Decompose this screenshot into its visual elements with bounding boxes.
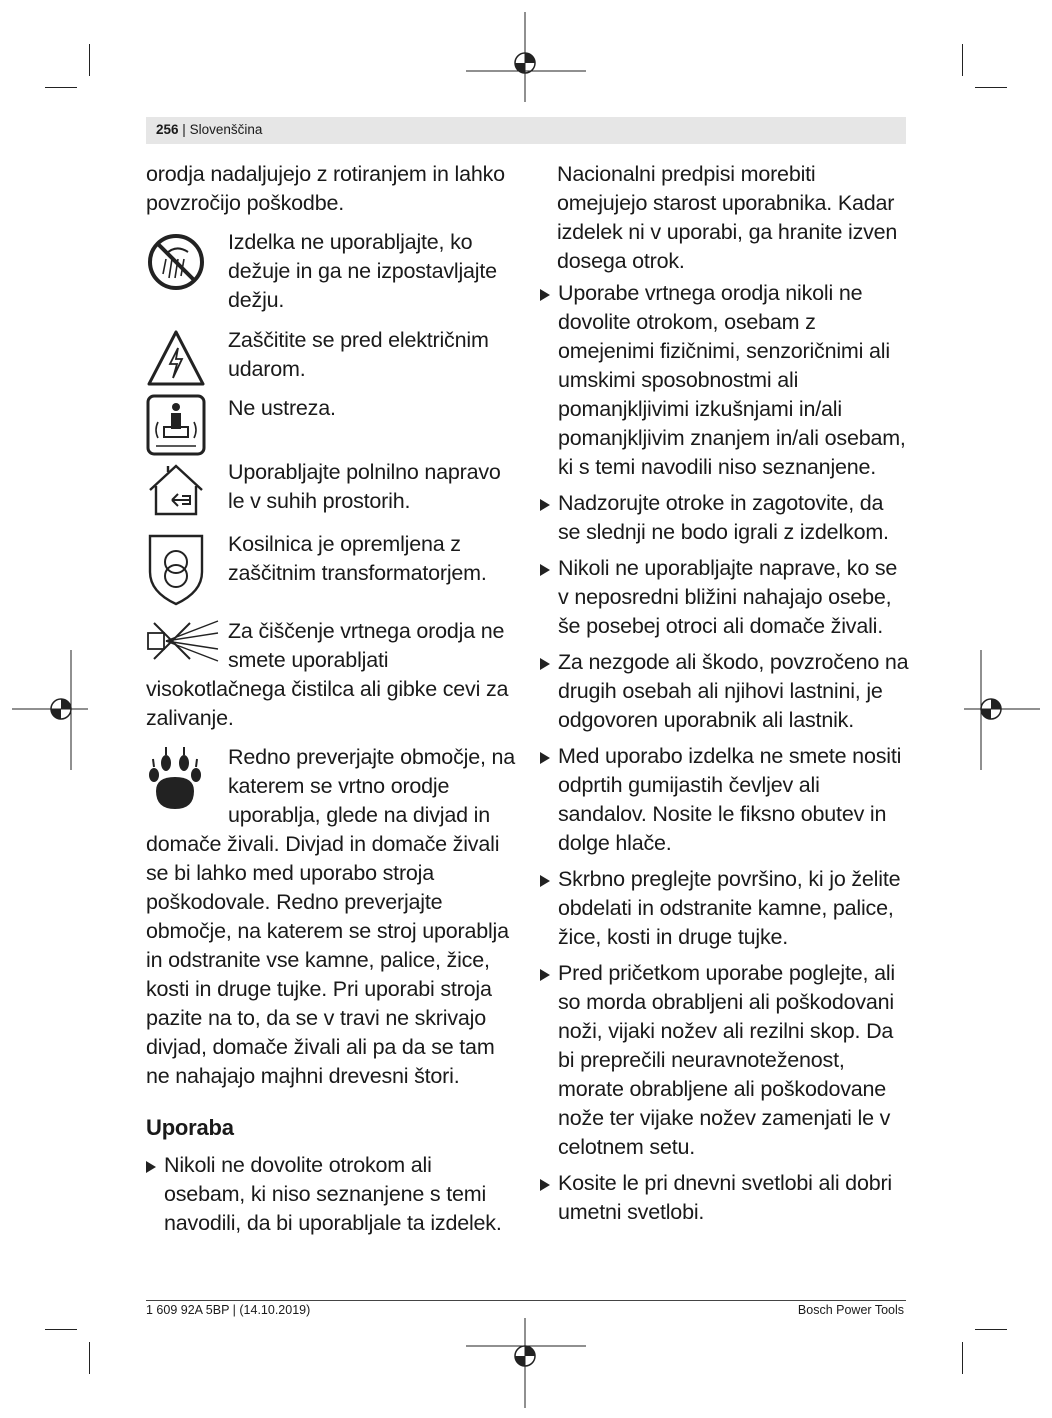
- bullet-triangle-icon: [540, 875, 550, 887]
- list-item: [540, 489, 910, 547]
- bullet-triangle-icon: [540, 499, 550, 511]
- list-item: [540, 959, 910, 1162]
- electric-shock-warning-icon: [146, 328, 206, 388]
- list-item-text: Skrbno preglejte površino, ki jo želite obdelati in odstranite kamne, palice, žice, kosti in druge tujke.: [558, 867, 901, 949]
- page-header: [146, 117, 906, 144]
- registration-mark-icon: [964, 650, 1040, 770]
- not-suitable-icon: [146, 394, 206, 456]
- symbol-text: Ne ustreza.: [228, 396, 336, 420]
- list-item-text: Med uporabo izdelka ne smete nositi odprtih gumijastih čevljev ali sandalov. Nosite le fiksno obutev in dolge hlače.: [558, 744, 902, 855]
- symbol-text-continued: visokotlačnega čistilca ali gibke cevi za zalivanje.: [146, 677, 509, 730]
- indoor-charger-icon: [146, 462, 206, 518]
- symbol-row: [146, 743, 516, 830]
- list-item: [540, 648, 910, 735]
- list-item: [540, 742, 910, 858]
- bullet-triangle-icon: [540, 969, 550, 981]
- bullet-triangle-icon: [540, 564, 550, 576]
- symbol-text: Uporabljajte polnilno napravo le v suhih prostorih.: [228, 460, 501, 513]
- no-rain-icon: [146, 232, 206, 292]
- list-item-text: Uporabe vrtnega orodja nikoli ne dovolite otrokom, osebam z omejenimi fizičnimi, senzoričnimi ali umskimi sposobnostmi ali pomanjkljivimi izkušnjami in/ali pomanjkljivim znanjem in/ali osebam, ki s temi navodili niso seznanjene.: [558, 281, 906, 479]
- registration-mark-icon: [466, 1318, 586, 1408]
- list-item-text: Pred pričetkom uporabe poglejte, ali so morda obrabljeni ali poškodovani noži, vijaki nožev ali rezilni skop. Da bi preprečili neuravnoteženost, morate obrabljene ali poškodovane nože ter vijake nožev zamenjati le v celotnem setu.: [558, 961, 895, 1159]
- symbol-text: Zaščitite se pred električnim udarom.: [228, 328, 489, 381]
- list-item: [540, 865, 910, 952]
- footer-rule: [146, 1300, 906, 1301]
- registration-mark-icon: [12, 650, 88, 770]
- list-item-text: Za nezgode ali škodo, povzročeno na drugih osebah ali njihovi lastnini, je odgovoren uporabnik ali lastnik.: [558, 650, 909, 732]
- bullet-triangle-icon: [540, 658, 550, 670]
- registration-mark-icon: [466, 12, 586, 102]
- page-number: 256: [156, 122, 179, 137]
- symbol-text: Kosilnica je opremljena z zaščitnim transformatorjem.: [228, 532, 487, 585]
- symbol-row: [146, 394, 516, 456]
- list-item-text: Nikoli ne uporabljajte naprave, ko se v neposredni bližini nahajajo osebe, še posebej otroci ali domače živali.: [558, 556, 898, 638]
- bullet-triangle-icon: [540, 752, 550, 764]
- symbol-row: [146, 326, 516, 388]
- bullet-list: [146, 1151, 516, 1238]
- bullet-list: [540, 279, 910, 1227]
- symbol-row: [146, 617, 516, 675]
- symbol-text-continued: domače živali. Divjad in domače živali se bi lahko med uporabo stroja poškodovale. Redno preverjajte območje, na katerem se stroj uporablja in odstranite vse kamne, palice, žice, kosti in druge tujke. Pri uporabi stroja pazite na to, da se v travi ne skrivajo divjad, domače živali ali pa da se tam ne nahajajo majhni drevesni štori.: [146, 832, 509, 1088]
- list-item-text: Nadzorujte otroke in zagotovite, da se slednji ne bodo igrali z izdelkom.: [558, 491, 889, 544]
- right-column: [540, 160, 910, 1227]
- symbol-text: Izdelka ne uporabljajte, ko dežuje in ga ne izpostavljajte dežju.: [228, 230, 497, 312]
- page-label: [156, 122, 262, 137]
- list-item-text: Nikoli ne dovolite otrokom ali osebam, ki niso seznanjene s temi navodili, da bi uporabljale ta izdelek.: [164, 1153, 502, 1235]
- right-intro: Nacionalni predpisi morebiti omejujejo starost uporabnika. Kadar izdelek ni v uporabi, ga hranite izven dosega otrok.: [557, 162, 898, 273]
- bullet-triangle-icon: [146, 1161, 156, 1173]
- no-pressure-washer-icon: [146, 619, 220, 665]
- animal-paw-icon: [146, 747, 204, 813]
- list-item: [540, 279, 910, 482]
- section-title: Uporaba: [146, 1115, 234, 1140]
- left-intro: orodja nadaljujejo z rotiranjem in lahko povzročijo poškodbe.: [146, 162, 505, 215]
- left-column: [146, 160, 516, 1238]
- list-item: [146, 1151, 516, 1238]
- header-language: Slovenščina: [189, 122, 263, 137]
- symbol-text: Redno preverjajte območje, na katerem se vrtno orodje uporablja, glede na divjad in: [228, 745, 516, 827]
- list-item: [540, 1169, 910, 1227]
- footer-doc-id: 1 609 92A 5BP | (14.10.2019): [146, 1303, 311, 1317]
- list-item: [540, 554, 910, 641]
- symbol-row: [146, 228, 516, 320]
- symbol-row: [146, 458, 516, 520]
- bullet-triangle-icon: [540, 289, 550, 301]
- header-separator: |: [182, 122, 186, 137]
- list-item-text: Kosite le pri dnevni svetlobi ali dobri umetni svetlobi.: [558, 1171, 892, 1224]
- symbol-row: [146, 530, 516, 610]
- symbol-text: Za čiščenje vrtnega orodja ne smete uporabljati: [228, 619, 505, 672]
- safety-transformer-icon: [146, 532, 206, 606]
- footer-brand: Bosch Power Tools: [797, 1303, 904, 1317]
- bullet-triangle-icon: [540, 1179, 550, 1191]
